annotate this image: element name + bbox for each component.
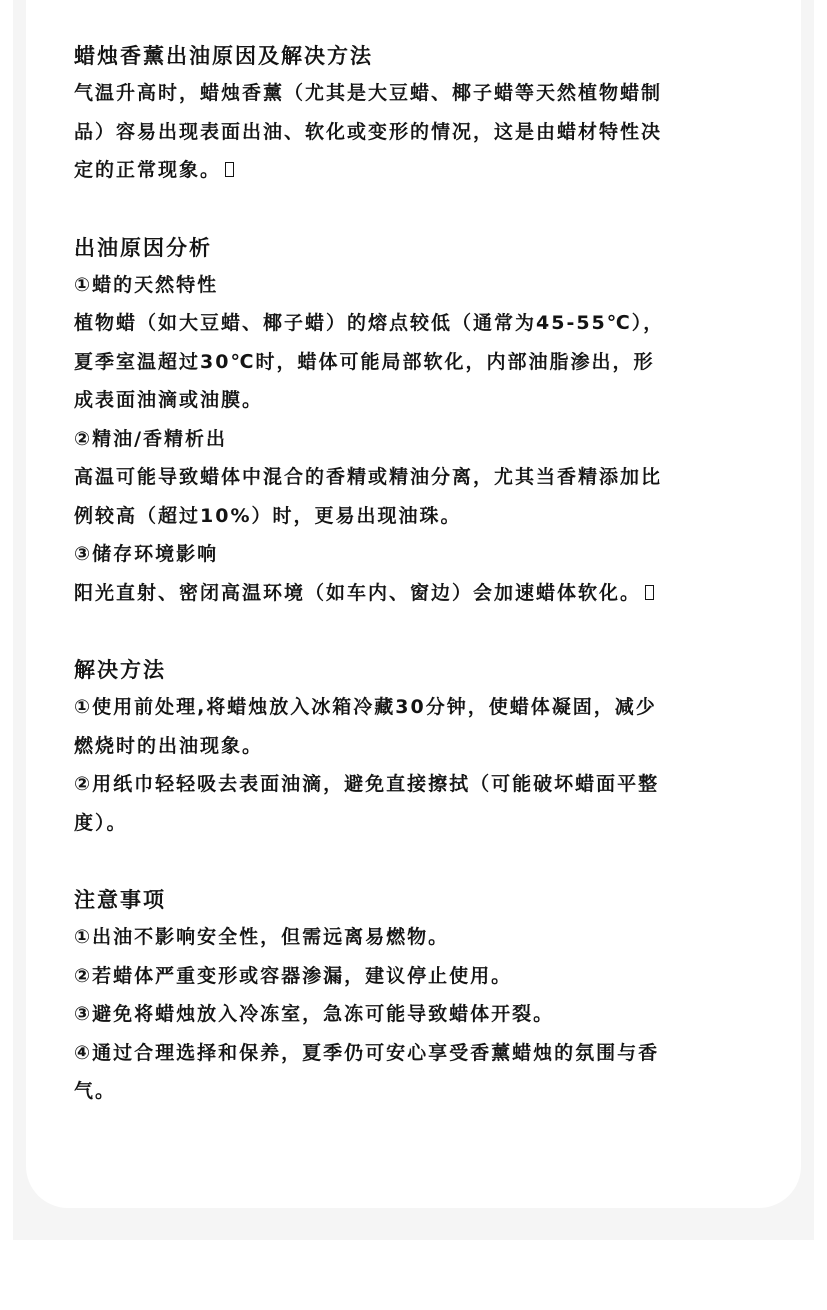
cause-text-line-last <box>74 574 754 613</box>
causes-paragraph <box>74 266 754 613</box>
solution-line: 燃烧时的出油现象。 <box>74 734 264 757</box>
solutions-section <box>74 652 754 842</box>
cause-text-line: 例较高（超过10%）时，更易出现油珠。 <box>74 504 462 527</box>
intro-line-text: 定的正常现象。 <box>74 159 222 181</box>
intro-section <box>74 38 754 190</box>
note-line: ④通过合理选择和保养，夏季仍可安心享受香薰蜡烛的氛围与香 <box>74 1041 660 1064</box>
note-line: 气。 <box>74 1080 117 1102</box>
cause-text-line: 植物蜡（如大豆蜡、椰子蜡）的熔点较低（通常为45-55℃）， <box>74 312 665 334</box>
article-title: 蜡烛香薰出油原因及解决方法 <box>74 44 373 68</box>
missing-glyph-icon <box>225 162 234 177</box>
intro-line-last <box>74 151 754 190</box>
note-line: ②若蜡体严重变形或容器渗漏，建议停止使用。 <box>74 964 513 987</box>
section-title-solutions: 解决方法 <box>74 658 166 682</box>
cause-text-line: 成表面油滴或油膜。 <box>74 389 264 411</box>
cause-heading: ③储存环境影响 <box>74 543 219 565</box>
cause-heading: ②精油/香精析出 <box>74 427 228 450</box>
cause-text-line: 高温可能导致蜡体中混合的香精或精油分离，尤其当香精添加比 <box>74 466 663 488</box>
section-title-causes: 出油原因分析 <box>74 235 212 260</box>
intro-line: 品）容易出现表面出油、软化或变形的情况，这是由蜡材特性决 <box>74 120 663 143</box>
intro-line: 气温升高时，蜡烛香薰（尤其是大豆蜡、椰子蜡等天然植物蜡制 <box>74 82 663 104</box>
notes-paragraph <box>74 918 754 1111</box>
article-content <box>74 38 754 1151</box>
notes-section <box>74 882 754 1111</box>
note-line: ③避免将蜡烛放入冷冻室，急冻可能导致蜡体开裂。 <box>74 1003 555 1025</box>
solutions-paragraph <box>74 688 754 842</box>
solution-line: ①使用前处理,将蜡烛放入冰箱冷藏30分钟，使蜡体凝固，减少 <box>74 696 657 718</box>
cause-text: 阳光直射、密闭高温环境（如车内、窗边）会加速蜡体软化。 <box>74 581 642 604</box>
solution-line: ②用纸巾轻轻吸去表面油滴，避免直接擦拭（可能破坏蜡面平整 <box>74 773 660 795</box>
intro-paragraph <box>74 74 754 190</box>
missing-glyph-icon <box>645 585 654 600</box>
note-line: ①出油不影响安全性，但需远离易燃物。 <box>74 926 450 948</box>
solution-line: 度）。 <box>74 811 128 834</box>
cause-text-line: 夏季室温超过30℃时，蜡体可能局部软化，内部油脂渗出，形 <box>74 350 655 373</box>
section-title-notes: 注意事项 <box>74 888 166 912</box>
causes-section <box>74 230 754 613</box>
cause-heading: ①蜡的天然特性 <box>74 273 219 296</box>
